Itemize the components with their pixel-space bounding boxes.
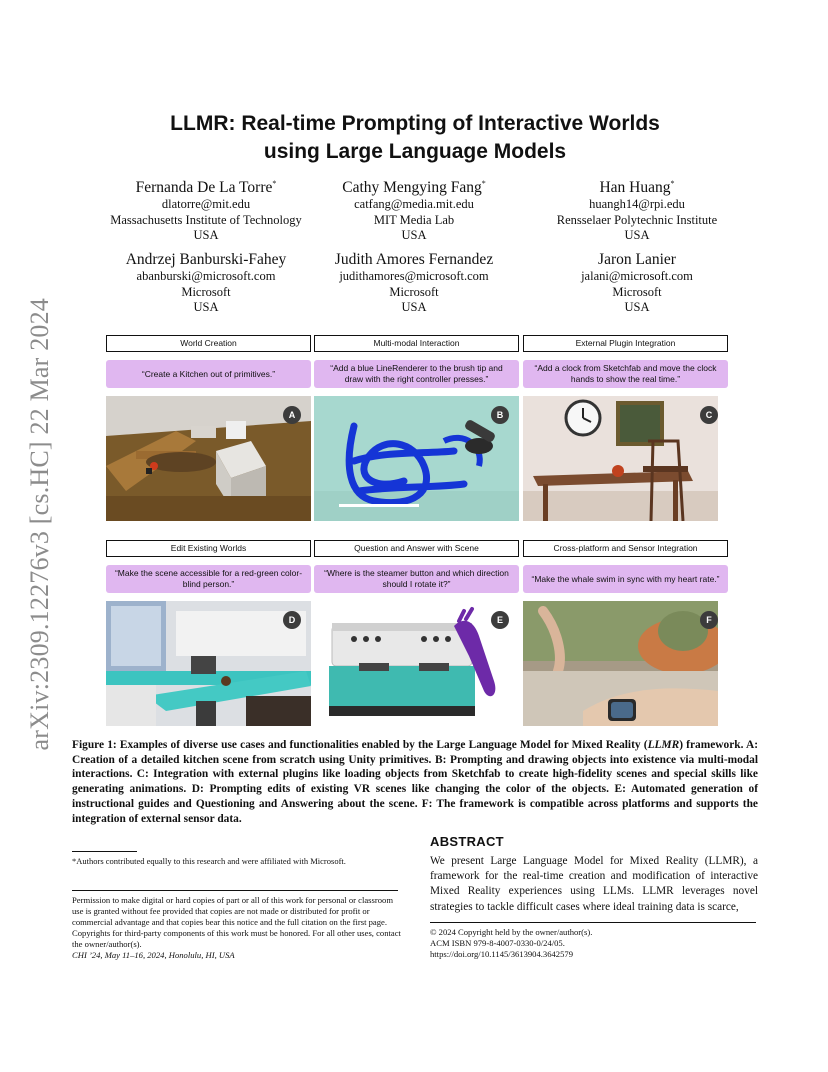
arxiv-id: arXiv:2309.12276v3 [cs.HC] 22 Mar 2024 <box>25 297 54 751</box>
copyright-block <box>430 927 760 960</box>
figure-panel-c <box>523 335 728 521</box>
panel-image-colorblind-kitchen <box>106 601 311 726</box>
author-name: Fernanda De La Torre <box>135 179 273 197</box>
author-country: USA <box>193 228 219 243</box>
author-mark: * <box>272 179 277 188</box>
panel-image-clock-room <box>523 396 728 521</box>
author-name: Han Huang <box>599 179 671 197</box>
doi-link[interactable]: https://doi.org/10.1145/3613904.3642579 <box>430 949 573 959</box>
panel-prompt: “Make the whale swim in sync with my heart rate.” <box>523 565 728 593</box>
abstract-text: We present Large Language Model for Mixed Reality (LLMR), a framework for the real-time creation and modification of interactive Mixed Reality experiences using LLMs. LLMR leverages novel strategies to tackle difficult cases where ideal training data is scarce, <box>430 855 758 913</box>
author-email: dlatorre@mit.edu <box>161 197 251 212</box>
author-block <box>86 174 326 244</box>
permission-block <box>72 895 402 961</box>
author-block <box>517 174 757 244</box>
author-affiliation: MIT Media Lab <box>373 212 455 227</box>
panel-image-blue-drawing <box>314 396 519 521</box>
panel-title: World Creation <box>106 335 311 352</box>
panel-prompt: “Add a clock from Sketchfab and move the clock hands to show the real time.” <box>523 360 728 388</box>
author-mark: * <box>481 179 486 188</box>
author-affiliation: Microsoft <box>181 284 231 299</box>
figure-caption <box>72 738 758 826</box>
figure-panel-a <box>106 335 311 521</box>
author-mark: * <box>670 179 675 188</box>
author-email: catfang@media.mit.edu <box>354 197 474 212</box>
author-affiliation: Massachusetts Institute of Technology <box>110 212 302 227</box>
author-country: USA <box>193 300 219 314</box>
panel-prompt: “Create a Kitchen out of primitives.” <box>106 360 311 388</box>
title-line-1: LLMR: Real-time Prompting of Interactive Worlds <box>170 112 660 135</box>
abstract-heading: ABSTRACT <box>430 834 504 849</box>
panel-title: Multi-modal Interaction <box>314 335 519 352</box>
isbn-line: ACM ISBN 979-8-4007-0330-0/24/05. <box>430 938 565 948</box>
figure-panel-e <box>314 540 519 726</box>
panel-prompt: “Add a blue LineRenderer to the brush tip and draw with the right controller presses.” <box>314 360 519 388</box>
caption-label: Figure 1: Examples of diverse use cases and functionalities enabled by the Large Language Model for Mixed Reality ( <box>72 739 648 751</box>
panel-image-heart-rate-watch <box>523 601 728 726</box>
author-country: USA <box>624 300 650 314</box>
panel-title: External Plugin Integration <box>523 335 728 352</box>
paper-title <box>120 110 710 166</box>
panel-title: Question and Answer with Scene <box>314 540 519 557</box>
panel-badge: B <box>491 406 509 424</box>
footnote-rule <box>72 851 137 852</box>
author-name: Cathy Mengying Fang <box>342 179 482 197</box>
author-name: Andrzej Banburski-Fahey <box>125 251 287 268</box>
author-email: judithamores@microsoft.com <box>339 269 489 283</box>
author-country: USA <box>624 228 650 243</box>
panel-badge: C <box>700 406 718 424</box>
panel-image-espresso-machine <box>314 601 519 726</box>
author-name: Jaron Lanier <box>598 251 676 268</box>
venue-line: CHI ’24, May 11–16, 2024, Honolulu, HI, USA <box>72 950 235 960</box>
author-affiliation: Microsoft <box>389 284 439 299</box>
figure-panel-b <box>314 335 519 521</box>
author-email: jalani@microsoft.com <box>581 269 693 283</box>
author-name: Judith Amores Fernandez <box>334 251 494 268</box>
author-country: USA <box>401 300 427 314</box>
panel-title: Edit Existing Worlds <box>106 540 311 557</box>
copyright-line: © 2024 Copyright held by the owner/author(s). <box>430 927 593 937</box>
panel-badge: A <box>283 406 301 424</box>
figure-panel-d <box>106 540 311 726</box>
author-email: huangh14@rpi.edu <box>589 197 685 212</box>
author-block <box>294 174 534 244</box>
author-country: USA <box>401 228 427 243</box>
panel-badge: D <box>283 611 301 629</box>
author-block <box>517 250 757 316</box>
panel-prompt: “Make the scene accessible for a red-green color-blind person.” <box>106 565 311 593</box>
author-email: abanburski@microsoft.com <box>136 269 276 283</box>
panel-image-kitchen-primitives <box>106 396 311 521</box>
author-affiliation: Microsoft <box>612 284 662 299</box>
panel-badge: E <box>491 611 509 629</box>
author-block <box>294 250 534 316</box>
panel-prompt: “Where is the steamer button and which direction should I rotate it?” <box>314 565 519 593</box>
caption-text: ) framework. A: Creation of a detailed kitchen scene from scratch using Unity primitives. B: Prompting and drawing objects into existence via multi-modal interactions. C: Integration with external plugins like loading objects from Sketchfab to create high-fidelity scenes and special skills like generating animations. D: Prompting edits of existing VR scenes like changing the color of the objects. E: Automated generation of instructional guides and Questioning and Answering about the scene. F: The framework is compatible across platforms and supports the integration of external sensor data. <box>72 739 758 825</box>
copyright-rule <box>430 922 756 923</box>
footnote-equal-contribution: *Authors contributed equally to this research and were affiliated with Microsoft. <box>72 856 346 866</box>
figure-panel-f <box>523 540 728 726</box>
author-affiliation: Rensselaer Polytechnic Institute <box>556 212 718 227</box>
panel-title: Cross-platform and Sensor Integration <box>523 540 728 557</box>
panel-badge: F <box>700 611 718 629</box>
caption-llmr: LLMR <box>647 739 680 751</box>
arxiv-stamp <box>20 284 60 764</box>
permission-text: Permission to make digital or hard copies of part or all of this work for personal or classroom use is granted without fee provided that copies are not made or distributed for profit or commercial advantage and that copies bear this notice and the full citation on the first page. Copyrights for third-party components of this work must be honored. For all other uses, contact the owner/author(s). <box>72 895 401 949</box>
permission-rule <box>72 890 398 891</box>
title-line-2: using Large Language Models <box>263 140 567 163</box>
